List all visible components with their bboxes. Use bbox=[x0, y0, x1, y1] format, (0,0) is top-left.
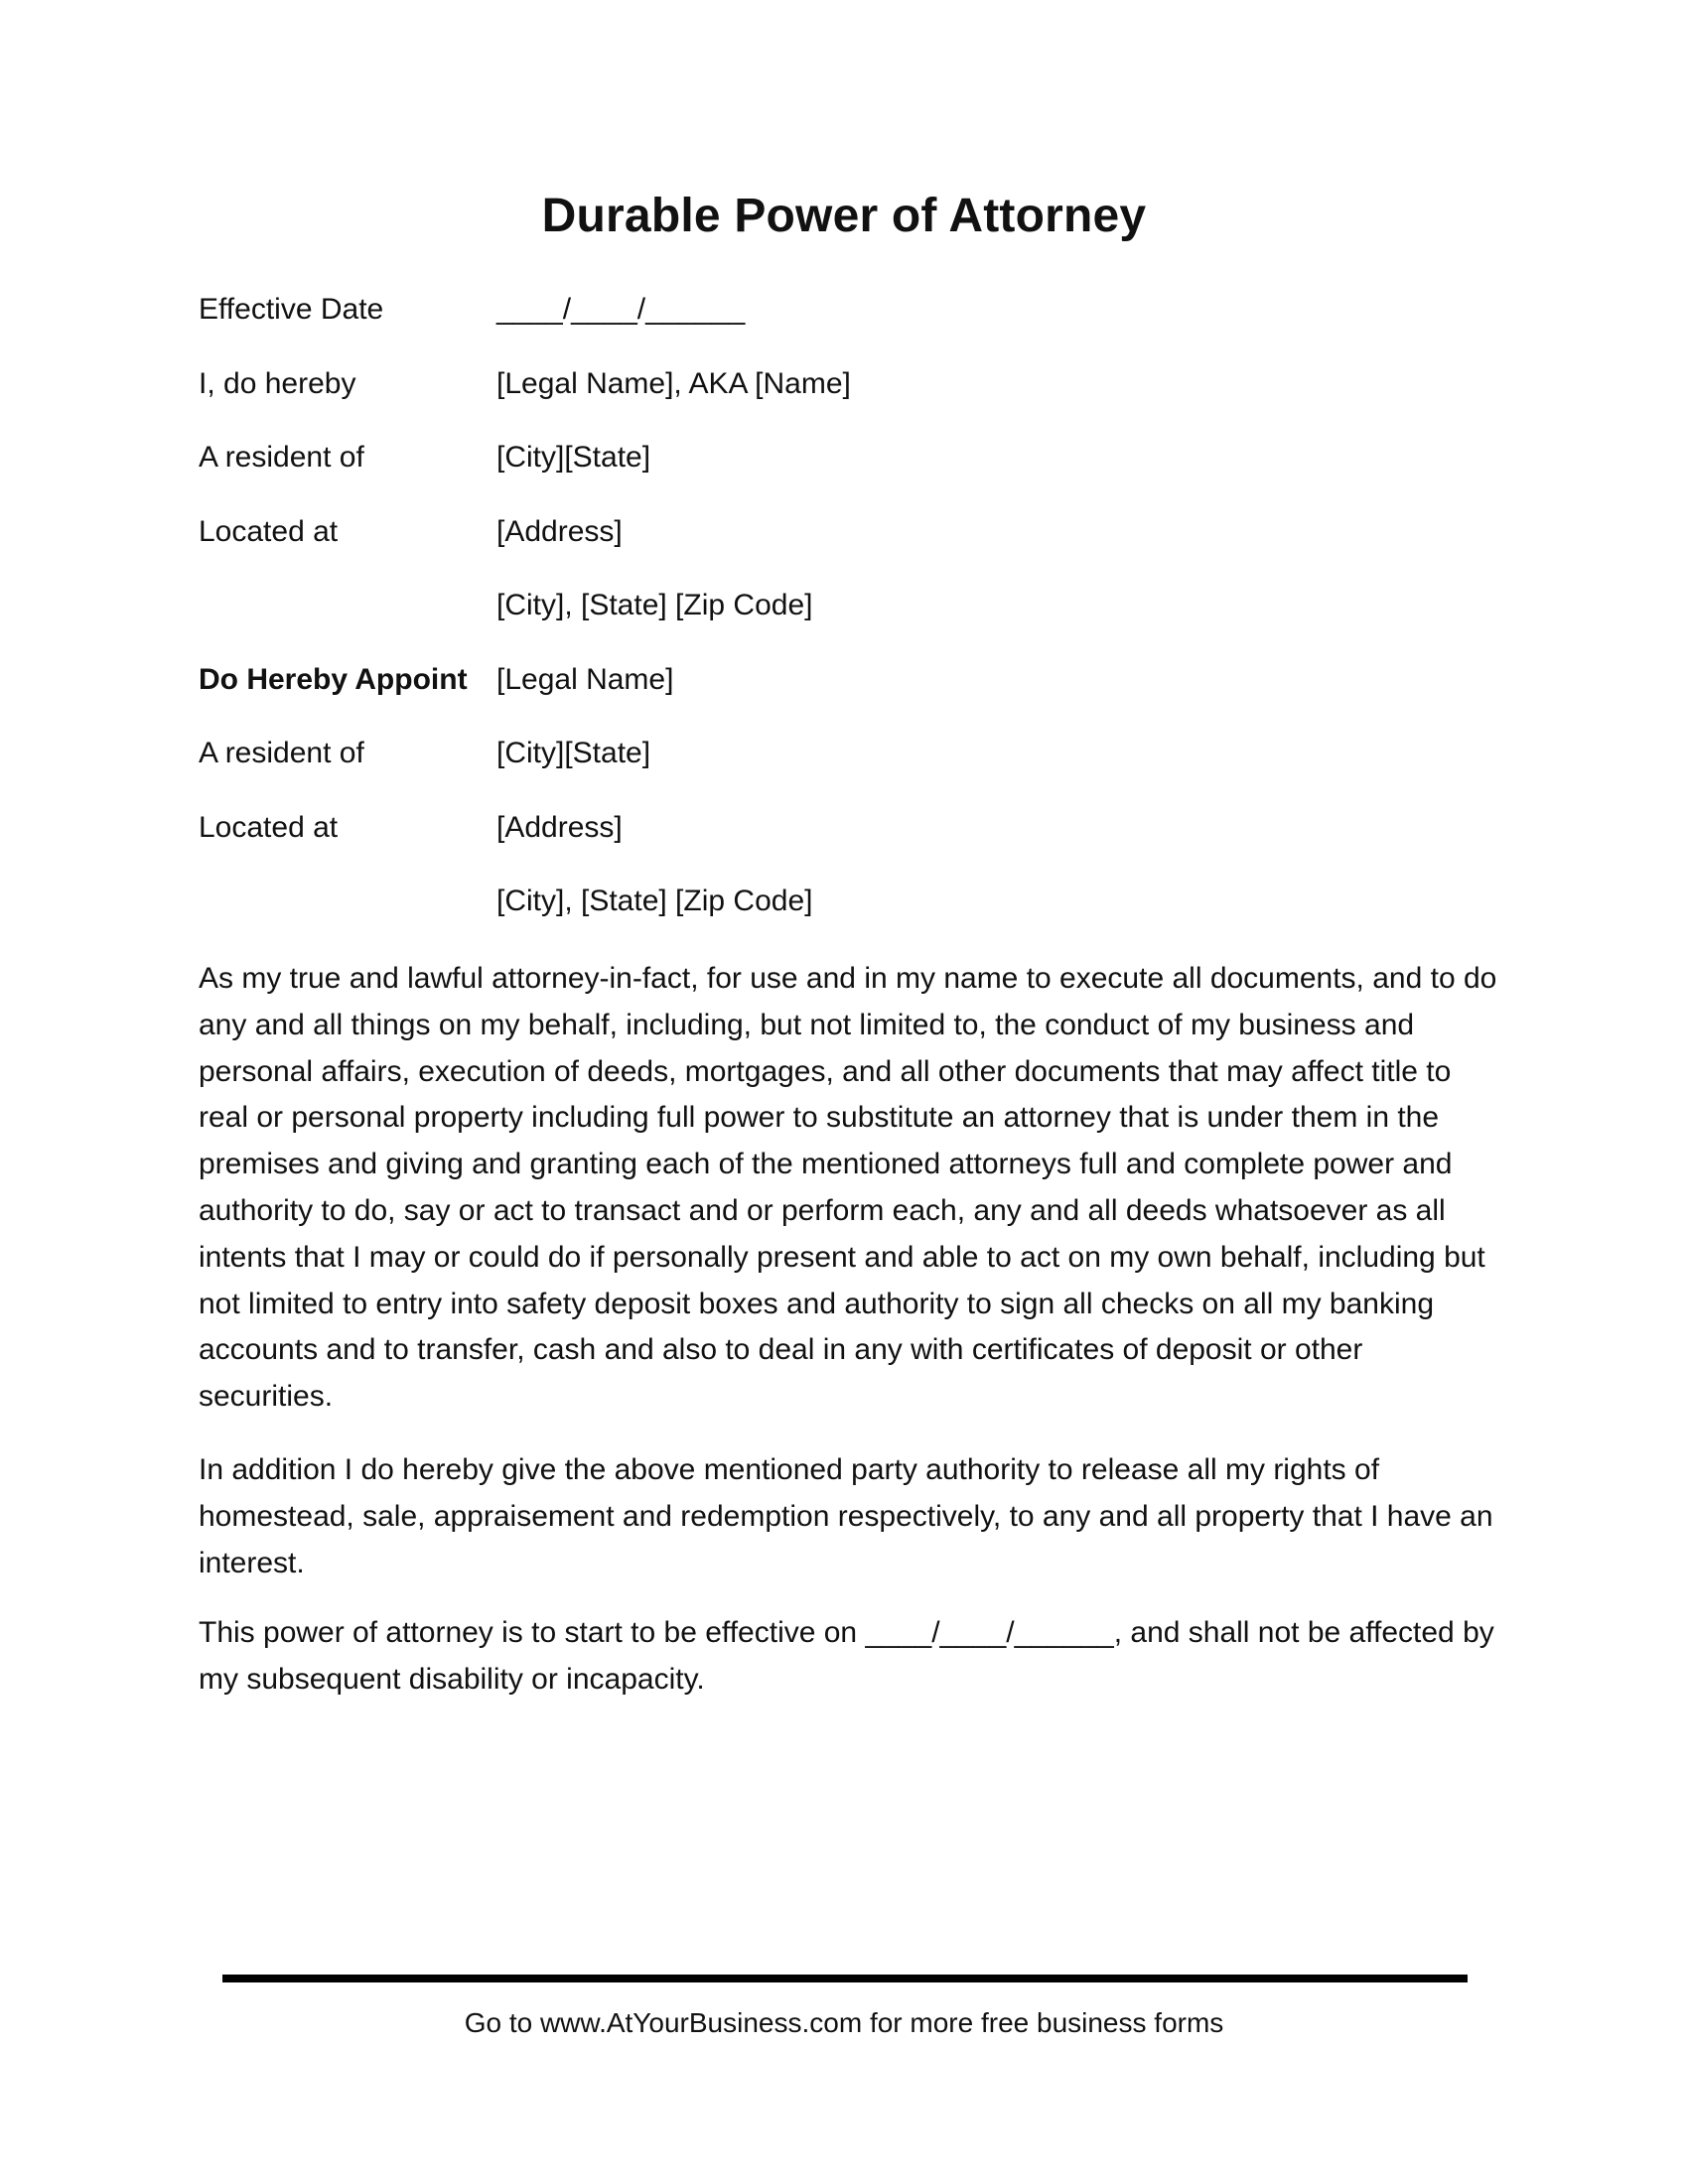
field-value: [Address] bbox=[496, 514, 623, 548]
field-value: [Address] bbox=[496, 810, 623, 844]
field-label: Effective Date bbox=[199, 293, 384, 326]
field-value: [Legal Name] bbox=[496, 662, 674, 696]
footer-text: Go to www.AtYourBusiness.com for more free business forms bbox=[464, 2007, 1224, 2038]
field-row-agent-residence bbox=[199, 737, 1489, 811]
field-value: [City][State] bbox=[496, 441, 651, 474]
field-value: [City], [State] [Zip Code] bbox=[496, 589, 813, 621]
field-row-principal-name bbox=[199, 367, 1489, 442]
field-row-principal-city-state-zip bbox=[199, 589, 1489, 663]
field-label: Located at bbox=[199, 810, 339, 844]
field-row-agent-name bbox=[199, 663, 1489, 738]
party-fields bbox=[199, 293, 1489, 959]
footer-divider bbox=[222, 1975, 1468, 1982]
body-paragraph-homestead: In addition I do hereby give the above mentioned party authority to release all my rights of homestead, sale, appraisement and redemption respectively, to any and all property that I have an interest. bbox=[199, 1453, 1493, 1579]
field-row-principal-address bbox=[199, 515, 1489, 590]
field-row-agent-city-state-zip bbox=[199, 885, 1489, 959]
field-row-agent-address bbox=[199, 811, 1489, 886]
field-value: [City], [State] [Zip Code] bbox=[496, 885, 813, 917]
field-row-effective-date bbox=[199, 293, 1489, 367]
field-label: Do Hereby Appoint bbox=[199, 662, 468, 696]
field-value: [Legal Name], AKA [Name] bbox=[496, 366, 851, 400]
field-value: [City][State] bbox=[496, 737, 651, 769]
field-label: I, do hereby bbox=[199, 366, 356, 400]
field-label: A resident of bbox=[199, 737, 364, 769]
field-label: Located at bbox=[199, 514, 339, 548]
document-title: Durable Power of Attorney bbox=[541, 190, 1147, 242]
field-value: ____/____/______ bbox=[496, 293, 746, 326]
field-label: A resident of bbox=[199, 441, 364, 474]
body-paragraph-effective: This power of attorney is to start to be effective on ____/____/______, and shall not be affected by my subsequent disability or incapacity. bbox=[199, 1616, 1494, 1696]
field-row-principal-residence bbox=[199, 441, 1489, 515]
body-paragraph-powers: As my true and lawful attorney-in-fact, for use and in my name to execute all documents, and to do any and all things on my behalf, including, but not limited to, the conduct of my business and personal affairs, execution of deeds, mortgages, and all other documents that may affect title to real or personal property including full power to substitute an attorney that is under them in the premises and giving and granting each of the mentioned attorneys full and complete power and authority to do, say or act to transact and or perform each, any and all deeds whatsoever as all intents that I may or could do if personally present and able to act on my own behalf, including but not limited to entry into safety deposit boxes and authority to sign all checks on all my banking accounts and to transfer, cash and also to deal in any with certificates of deposit or other securities. bbox=[199, 962, 1497, 1414]
